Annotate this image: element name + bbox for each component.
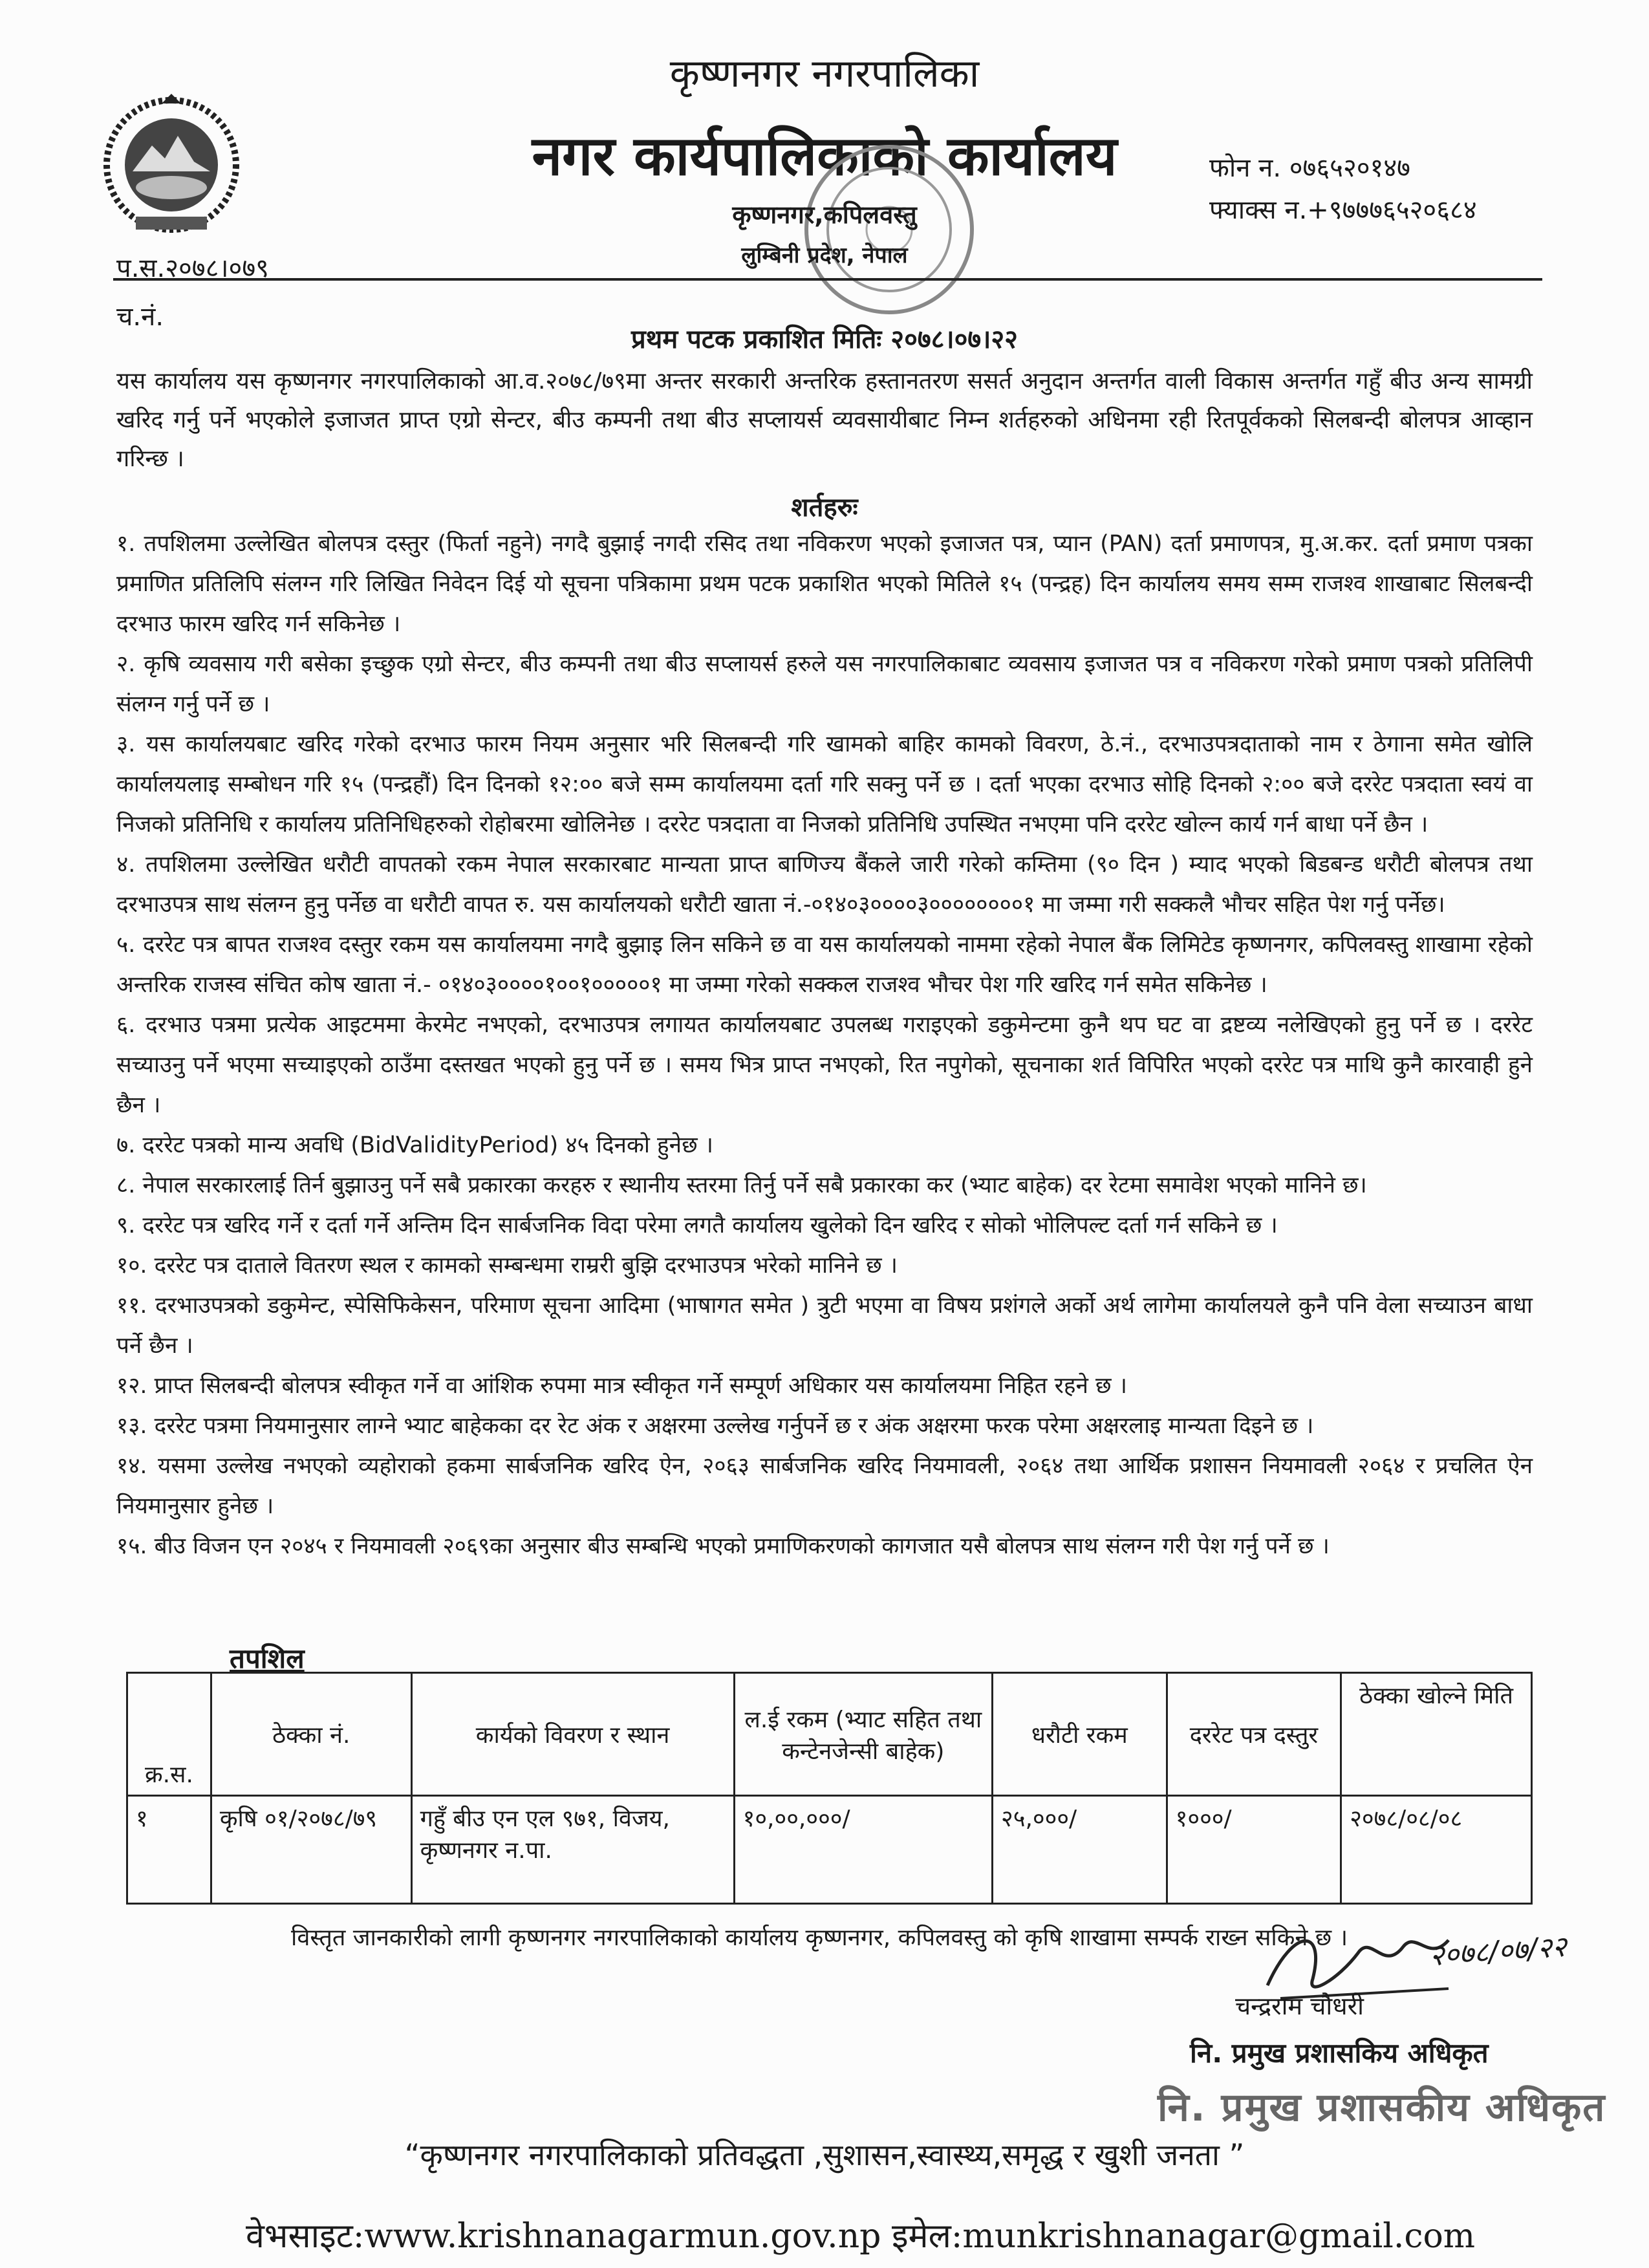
column-header: धरौटी रकम	[993, 1673, 1167, 1796]
condition-item: ९. दररेट पत्र खरिद गर्ने र दर्ता गर्ने अन्तिम दिन सार्बजनिक विदा परेमा लगतै कार्यालय खुलेको दिन खरिद र सोको भोलिपल्ट दर्ता गर्न सकिने छ ।	[116, 1213, 1278, 1238]
table-cell: कृषि ०१/२०७८/७९	[211, 1796, 411, 1904]
condition-item: १. तपशिलमा उल्लेखित बोलपत्र दस्तुर (फिर्ता नहुने) नगदै बुझाई नगदी रसिद तथा नविकरण भएको इजाजत पत्र, प्यान (PAN) दर्ता प्रमाणपत्र, मु.अ.कर. दर्ता प्रमाण पत्रका प्रमाणित प्रतिलिपि संलग्न गरि लिखित निवेदन दिई यो सूचना पत्रिकामा प्रथम पटक प्रकाशित भएको मितिले १५ (पन्द्रह) दिन कार्यालय समय सम्म राजश्व शाखाबाट सिलबन्दी दरभाउ फारम खरिद गर्न सकिनेछ ।	[116, 531, 1533, 637]
table-cell: गहुँ बीउ एन एल ९७१, विजय, कृष्णनगर न.पा.	[411, 1796, 734, 1904]
column-header: ठेक्का नं.	[211, 1673, 411, 1796]
table-cell: १०,००,०००/	[734, 1796, 992, 1904]
condition-item: १२. प्राप्त सिलबन्दी बोलपत्र स्वीकृत गर्ने वा आंशिक रुपमा मात्र स्वीकृत गर्ने सम्पूर्ण अधिकार यस कार्यालयमा निहित रहने छ ।	[116, 1373, 1127, 1399]
table-cell: २०७८/०८/०८	[1341, 1796, 1532, 1904]
office-title: नगर कार्यपालिकाको कार्यालय	[532, 124, 1117, 188]
condition-item: ४. तपशिलमा उल्लेखित धरौटी वापतको रकम नेपाल सरकारबाट मान्यता प्राप्त बाणिज्य बैंकले जारी गरेको कम्तिमा (९० दिन ) म्याद भएको बिडबन्ड धरौटी बोलपत्र तथा दरभाउपत्र साथ संलग्न हुनु पर्नेछ वा धरौटी वापत रु. यस कार्यालयको धरौटी खाता नं.-०१४०३००००३००००००००१ मा जम्मा गरी सक्कलै भौचर सहित पेश गर्नु पर्नेछ।	[116, 852, 1533, 918]
condition-item: १०. दररेट पत्र दाताले वितरण स्थल र कामको सम्बन्धमा राम्ररी बुझि दरभाउपत्र भरेको मानिने छ ।	[116, 1253, 898, 1279]
column-header: ल.ई रकम (भ्याट सहित तथा कन्टेनजेन्सी बाहेक)	[734, 1673, 992, 1796]
reference-number: प.स.२०७८।०७९	[116, 254, 269, 283]
table-cell: १०००/	[1167, 1796, 1341, 1904]
condition-item: १३. दररेट पत्रमा नियमानुसार लाग्ने भ्याट बाहेकका दर रेट अंक र अक्षरमा उल्लेख गर्नुपर्ने छ र अंक अक्षरमा फरक परेमा अक्षरलाइ मान्यता दिइने छ ।	[116, 1413, 1314, 1439]
fax-number: फ्याक्स न.+९७७७६५२०६८४	[1209, 195, 1477, 225]
phone-number: फोन न. ०७६५२०१४७	[1209, 153, 1410, 183]
conditions-list	[116, 524, 1533, 1566]
table-cell: १	[127, 1796, 211, 1904]
publication-date: प्रथम पटक प्रकाशित मितिः २०७८।०७।२२	[631, 325, 1018, 354]
condition-item: १५. बीउ विजन एन २०४५ र नियमावली २०६९का अनुसार बीउ सम्बन्धि भएको प्रमाणिकरणको कागजात यसै बोलपत्र साथ संलग्न गरी पेश गर्नु पर्ने छ ।	[116, 1533, 1330, 1559]
schedule-table	[126, 1672, 1533, 1905]
address-line-2: लुम्बिनी प्रदेश, नेपाल	[741, 243, 908, 268]
dispatch-number: च.नं.	[116, 302, 164, 332]
table-header-row	[127, 1673, 1532, 1796]
title-stamp: नि. प्रमुख प्रशासकीय अधिकृत	[1158, 2085, 1606, 2130]
intro-paragraph: यस कार्यालय यस कृष्णनगर नगरपालिकाको आ.व.२०७८/७९मा अन्तर सरकारी अन्तरिक हस्तानतरण ससर्त अनुदान अन्तर्गत वाली विकास अन्तर्गत गहुँ बीउ अन्य सामग्री खरिद गर्नु पर्ने भएकोले इजाजत प्राप्त एग्रो सेन्टर, बीउ कम्पनी तथा बीउ सप्लायर्स व्यवसायीबाट निम्न शर्तहरुको अधिनमा रही रितपूर्वकको सिलबन्दी बोलपत्र आव्हान गरिन्छ ।	[116, 368, 1533, 472]
table-row	[127, 1796, 1532, 1904]
footer-note: विस्तृत जानकारीको लागी कृष्णनगर नगरपालिकाको कार्यालय कृष्णनगर, कपिलवस्तु को कृषि शाखामा सम्पर्क राख्न सकिने छ ।	[291, 1925, 1348, 1951]
table-cell: २५,०००/	[993, 1796, 1167, 1904]
column-header: कार्यको विवरण र स्थान	[411, 1673, 734, 1796]
condition-item: ७. दररेट पत्रको मान्य अवधि (BidValidityPeriod) ४५ दिनको हुनेछ ।	[116, 1132, 713, 1158]
contact-line: वेभसाइट:www.krishnanagarmun.gov.np इमेल:munkrishnanagar@gmail.com	[246, 2217, 1476, 2256]
condition-item: ३. यस कार्यालयबाट खरिद गरेको दरभाउ फारम नियम अनुसार भरि सिलबन्दी गरि खामको बाहिर कामको विवरण, ठे.नं., दरभाउपत्रदाताको नाम र ठेगाना समेत खोलि कार्यालयलाइ सम्बोधन गरि १५ (पन्द्रहौं) दिन दिनको १२:०० बजे सम्म कार्यालयमा दर्ता गरि सक्नु पर्ने छ । दर्ता भएका दरभाउ सोहि दिनको २:०० बजे दररेट पत्रदाता स्वयं वा निजको प्रतिनिधि र कार्यालय प्रतिनिधिहरुको रोहोबरमा खोलिनेछ । दररेट पत्रदाता वा निजको प्रतिनिधि उपस्थित नभएमा पनि दररेट खोल्न कार्य गर्न बाधा पर्ने छैन ।	[116, 731, 1533, 837]
condition-item: ११. दरभाउपत्रको डकुमेन्ट, स्पेसिफिकेसन, परिमाण सूचना आदिमा (भाषागत समेत ) त्रुटी भएमा वा विषय प्रशंगले अर्को अर्थ लागेमा कार्यालयले कुनै पनि वेला सच्याउन बाधा पर्ने छैन ।	[116, 1293, 1533, 1359]
signatory-title: नि. प्रमुख प्रशासकिय अधिकृत	[1190, 2037, 1489, 2069]
municipality-name: कृष्णनगर नगरपालिका	[669, 51, 980, 96]
column-header: क्र.स.	[127, 1673, 211, 1796]
condition-item: १४. यसमा उल्लेख नभएको व्यहोराको हकमा सार्बजनिक खरिद ऐन, २०६३ सार्बजनिक खरिद नियमावली, २०६४ तथा आर्थिक प्रशासन नियमावली २०६४ र प्रचलित ऐन नियमानुसार हुनेछ ।	[116, 1453, 1533, 1519]
column-header: ठेक्का खोल्ने मिति	[1341, 1673, 1532, 1796]
signature-date: २०७८/०७/२२	[1428, 1930, 1568, 1973]
condition-item: ६. दरभाउ पत्रमा प्रत्येक आइटममा केरमेट नभएको, दरभाउपत्र लगायत कार्यालयबाट उपलब्ध गराइएको डकुमेन्टमा कुनै थप घट वा द्रष्टव्य नलेखिएको हुनु पर्ने छ । दररेट सच्याउनु पर्ने भएमा सच्याइएको ठाउँमा दस्तखत भएको हुनु पर्ने छ । समय भित्र प्राप्त नभएको, रित नपुगेको, सूचनाका शर्त विपिरित भएको दररेट पत्र माथि कुनै कारवाही हुने छैन ।	[116, 1012, 1533, 1118]
condition-item: २. कृषि व्यवसाय गरी बसेका इच्छुक एग्रो सेन्टर, बीउ कम्पनी तथा बीउ सप्लायर्स हरुले यस नगरपालिकाबाट व्यवसाय इजाजत पत्र व नविकरण गरेको प्रमाण पत्रको प्रतिलिपी संलग्न गर्नु पर्ने छ ।	[116, 651, 1533, 717]
column-header: दररेट पत्र दस्तुर	[1167, 1673, 1341, 1796]
conditions-heading: शर्तहरुः	[791, 493, 858, 523]
condition-item: ५. दररेट पत्र बापत राजश्व दस्तुर रकम यस कार्यालयमा नगदै बुझाइ लिन सकिने छ वा यस कार्यालयको नाममा रहेको नेपाल बैंक लिमिटेड कृष्णनगर, कपिलवस्तु शाखामा रहेको अन्तरिक राजस्व संचित कोष खाता नं.- ०१४०३००००१००१०००००१ मा जम्मा गरेको सक्कल राजश्व भौचर पेश गरि खरिद गर्न समेत सकिनेछ ।	[116, 932, 1533, 998]
address-line-1: कृष्णनगर,कपिलवस्तु	[732, 200, 917, 229]
municipality-slogan: “कृष्णनगर नगरपालिकाको प्रतिवद्धता ,सुशासन,स्वास्थ्य,समृद्ध र खुशी जनता ”	[404, 2137, 1245, 2172]
condition-item: ८. नेपाल सरकारलाई तिर्न बुझाउनु पर्ने सबै प्रकारका करहरु र स्थानीय स्तरमा तिर्नु पर्ने सबै प्रकारका कर (भ्याट बाहेक) दर रेटमा समावेश भएको मानिने छ।	[116, 1172, 1367, 1198]
signatory-name: चन्द्रराम चौधरी	[1235, 1992, 1364, 2020]
schedule-label: तपशिल	[230, 1643, 305, 1674]
header-divider	[113, 278, 1542, 281]
